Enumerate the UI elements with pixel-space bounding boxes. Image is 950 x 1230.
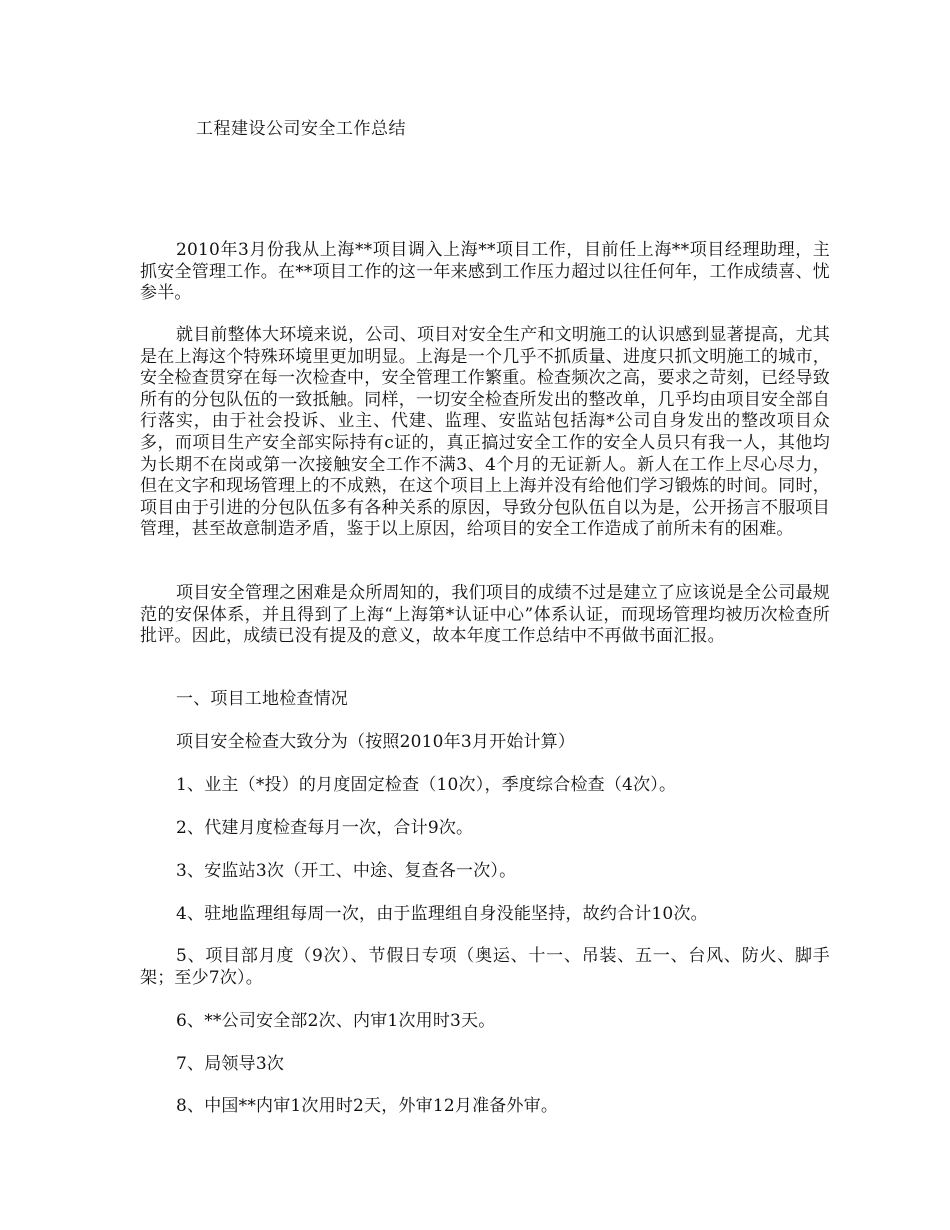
list-item: 8、中国**内审1次用时2天，外审12月准备外审。 [176,1096,559,1116]
paragraph-intro: 2010年3月份我从上海**项目调入上海**项目工作，目前任上海**项目经理助理，主抓安全管理工作。在**项目工作的这一年来感到工作压力超过以往任何年，工作成绩喜、忧参半。 [140,240,830,304]
paragraph-difficulty: 项目安全管理之困难是众所周知的，我们项目的成绩不过是建立了应该说是全公司最规范的安保体系，并且得到了上海“上海第*认证中心”体系认证，而现场管理均被历次检查所批评。因此，成绩已没有提及的意义，故本年度工作总结中不再做书面汇报。 [140,583,830,647]
list-intro: 项目安全检查大致分为（按照2010年3月开始计算） [176,732,576,752]
list-item: 7、局领导3次 [176,1054,285,1074]
list-item: 6、**公司安全部2次、内审1次用时3天。 [176,1011,496,1031]
list-item: 2、代建月度检查每月一次，合计9次。 [176,818,474,838]
list-item: 1、业主（*投）的月度固定检查（10次），季度综合检查（4次）。 [176,775,677,795]
section-heading: 一、项目工地检查情况 [176,689,348,709]
paragraph-environment: 就目前整体大环境来说，公司、项目对安全生产和文明施工的认识感到显著提高，尤其是在上海这个特殊环境里更加明显。上海是一个几乎不抓质量、进度只抓文明施工的城市，安全检查贯穿在每一次检查中，安全管理工作繁重。检查频次之高，要求之苛刻，已经导致所有的分包队伍的一致抵触。同样，一切安全检查所发出的整改单，几乎均由项目安全部自行落实，由于社会投诉、业主、代建、监理、安监站包括海*公司自身发出的整改项目众多，而项目生产安全部实际持有c证的，真正搞过安全工作的安全人员只有我一人，其他均为长期不在岗或第一次接触安全工作不满3、4个月的无证新人。新人在工作上尽心尽力，但在文字和现场管理上的不成熟，在这个项目上上海并没有给他们学习锻炼的时间。同时，项目由于引进的分包队伍多有各种关系的原因，导致分包队伍自以为是，公开扬言不服项目管理，甚至故意制造矛盾，鉴于以上原因，给项目的安全工作造成了前所未有的困难。 [140,325,830,540]
list-item: 4、驻地监理组每周一次，由于监理组自身没能坚持，故约合计10次。 [176,904,708,924]
list-item: 3、安监站3次（开工、中途、复查各一次）。 [176,861,517,881]
document-title: 工程建设公司安全工作总结 [196,119,406,139]
list-item: 5、项目部月度（9次）、节假日专项（奥运、十一、吊装、五一、台风、防火、脚手架；至少7次）。 [140,946,830,988]
